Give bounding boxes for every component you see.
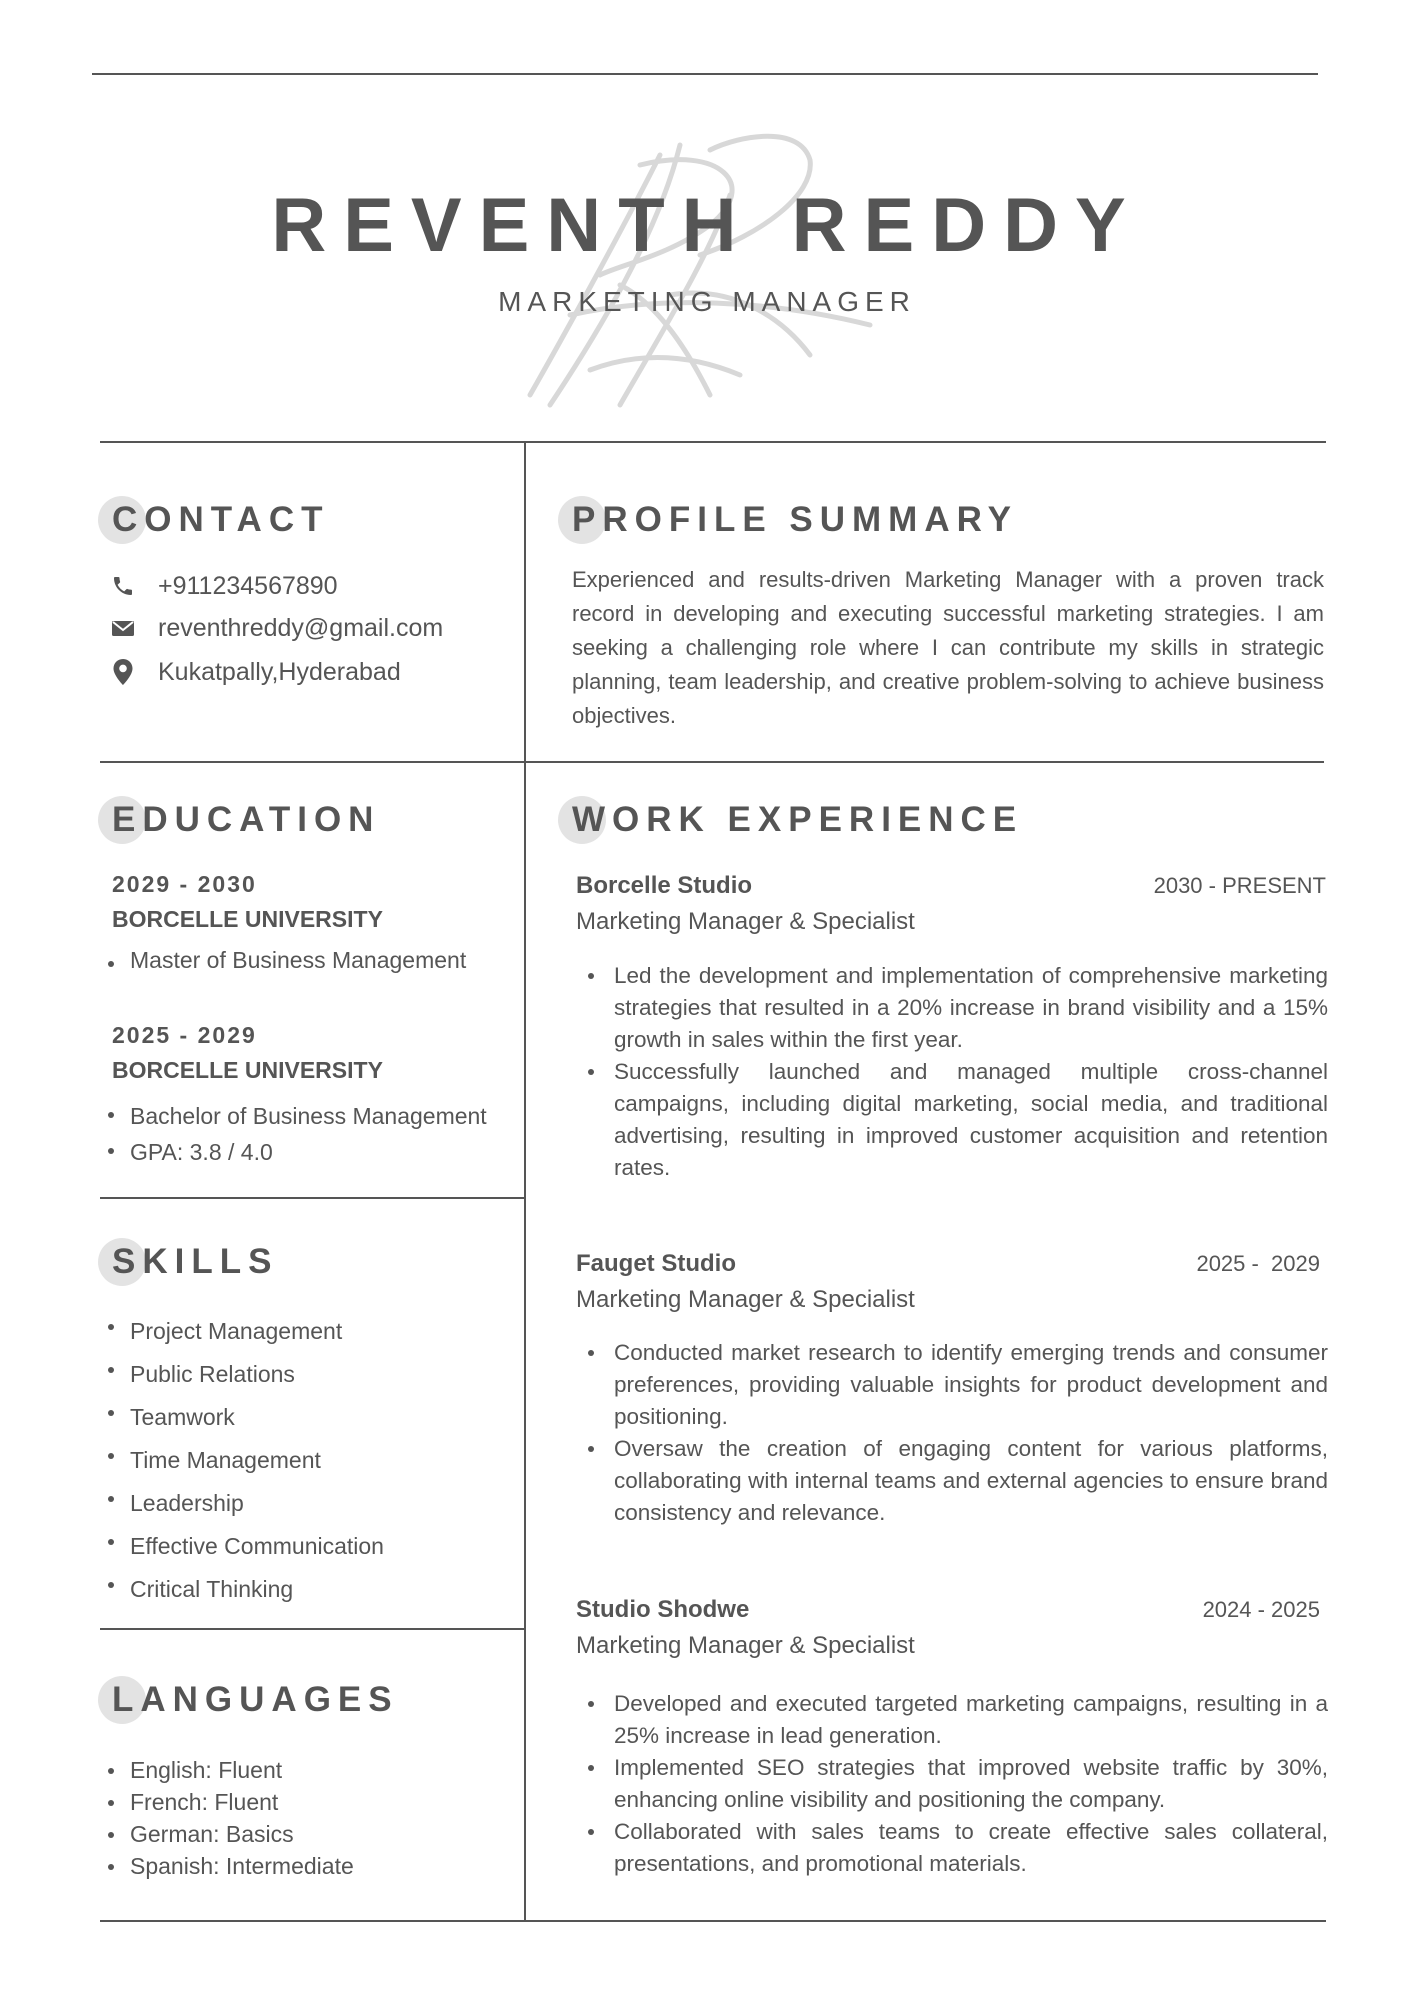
top-rule bbox=[92, 73, 1318, 75]
education-details bbox=[104, 947, 466, 974]
contact-divider bbox=[100, 761, 1324, 763]
list-item: Master of Business Management bbox=[104, 947, 466, 974]
education-school: BORCELLE UNIVERSITY bbox=[112, 906, 383, 932]
job-dates: 2025 - 2029 bbox=[1196, 1251, 1320, 1276]
education-school: BORCELLE UNIVERSITY bbox=[112, 1057, 383, 1083]
list-item: Led the development and implementation of comprehensive marketing strategies that resulted in a 20% increase in brand visibility and a 15% growth in sales within the first year. bbox=[584, 960, 1328, 1056]
skills-list bbox=[104, 1310, 384, 1611]
bottom-rule bbox=[100, 1920, 1326, 1922]
list-item: Bachelor of Business Management bbox=[104, 1098, 487, 1134]
list-item: French: Fluent bbox=[104, 1786, 354, 1818]
education-heading: EDUCATION bbox=[98, 796, 380, 846]
skills-heading: SKILLS bbox=[98, 1238, 278, 1288]
list-item: Leadership bbox=[104, 1482, 384, 1525]
profile-summary-text: Experienced and results-driven Marketing Manager with a proven track record in developing and executing successful marketing strategies. I am seeking a challenging role where I can contribute my skills in strategic planning, team leadership, and creative problem-solving to achieve business objectives. bbox=[572, 567, 1324, 728]
location-pin-icon bbox=[108, 657, 138, 687]
job-bullets bbox=[584, 1688, 1328, 1880]
job-dates: 2024 - 2025 bbox=[1202, 1597, 1320, 1622]
job-dates: 2030 - PRESENT bbox=[1153, 873, 1326, 898]
skills-divider bbox=[100, 1628, 525, 1630]
education-years: 2029 - 2030 bbox=[112, 871, 257, 897]
mail-icon bbox=[108, 613, 138, 643]
candidate-title: MARKETING MANAGER bbox=[498, 286, 916, 317]
list-item: Project Management bbox=[104, 1310, 384, 1353]
email-value[interactable]: reventhreddy@gmail.com bbox=[158, 613, 444, 642]
profile-summary-heading: PROFILE SUMMARY bbox=[558, 496, 1018, 546]
list-item: Effective Communication bbox=[104, 1525, 384, 1568]
education-details bbox=[104, 1098, 487, 1170]
signature-monogram-logo bbox=[510, 125, 960, 425]
job-company: Studio Shodwe bbox=[576, 1596, 750, 1623]
column-divider bbox=[524, 441, 526, 1922]
list-item: Public Relations bbox=[104, 1353, 384, 1396]
candidate-name: REVENTH REDDY bbox=[271, 183, 1143, 268]
phone-value[interactable]: +911234567890 bbox=[158, 571, 338, 600]
list-item: English: Fluent bbox=[104, 1754, 354, 1786]
job-role: Marketing Manager & Specialist bbox=[576, 908, 915, 935]
list-item: Time Management bbox=[104, 1439, 384, 1482]
list-item: German: Basics bbox=[104, 1818, 354, 1850]
list-item: Oversaw the creation of engaging content for various platforms, collaborating with internal teams and external agencies to ensure brand consistency and relevance. bbox=[584, 1433, 1328, 1529]
list-item: Conducted market research to identify emerging trends and consumer preferences, providing valuable insights for product development and positioning. bbox=[584, 1337, 1328, 1433]
list-item: Developed and executed targeted marketing campaigns, resulting in a 25% increase in lead generation. bbox=[584, 1688, 1328, 1752]
location-value: Kukatpally,Hyderabad bbox=[158, 657, 401, 686]
contact-heading: CONTACT bbox=[98, 496, 330, 546]
phone-icon bbox=[108, 571, 138, 601]
languages-list bbox=[104, 1754, 354, 1882]
header-bottom-rule bbox=[100, 441, 1326, 443]
list-item: Spanish: Intermediate bbox=[104, 1850, 354, 1882]
contact-email bbox=[108, 610, 443, 646]
education-divider bbox=[100, 1197, 525, 1199]
work-experience-heading: WORK EXPERIENCE bbox=[558, 796, 1023, 846]
job-role: Marketing Manager & Specialist bbox=[576, 1286, 915, 1313]
contact-phone bbox=[108, 568, 338, 604]
job-company: Fauget Studio bbox=[576, 1250, 736, 1277]
education-years: 2025 - 2029 bbox=[112, 1022, 257, 1048]
languages-heading: LANGUAGES bbox=[98, 1676, 399, 1726]
list-item: Collaborated with sales teams to create effective sales collateral, presentations, and promotional materials. bbox=[584, 1816, 1328, 1880]
contact-location bbox=[108, 654, 401, 690]
job-bullets bbox=[584, 1337, 1328, 1529]
job-bullets bbox=[584, 960, 1328, 1184]
job-role: Marketing Manager & Specialist bbox=[576, 1632, 915, 1659]
job-company: Borcelle Studio bbox=[576, 872, 753, 899]
list-item: Successfully launched and managed multiple cross-channel campaigns, including digital marketing, social media, and traditional advertising, resulting in improved customer acquisition and retention rates. bbox=[584, 1056, 1328, 1184]
list-item: Teamwork bbox=[104, 1396, 384, 1439]
list-item: Implemented SEO strategies that improved website traffic by 30%, enhancing online visibility and positioning the company. bbox=[584, 1752, 1328, 1816]
list-item: Critical Thinking bbox=[104, 1568, 384, 1611]
list-item: GPA: 3.8 / 4.0 bbox=[104, 1134, 487, 1170]
